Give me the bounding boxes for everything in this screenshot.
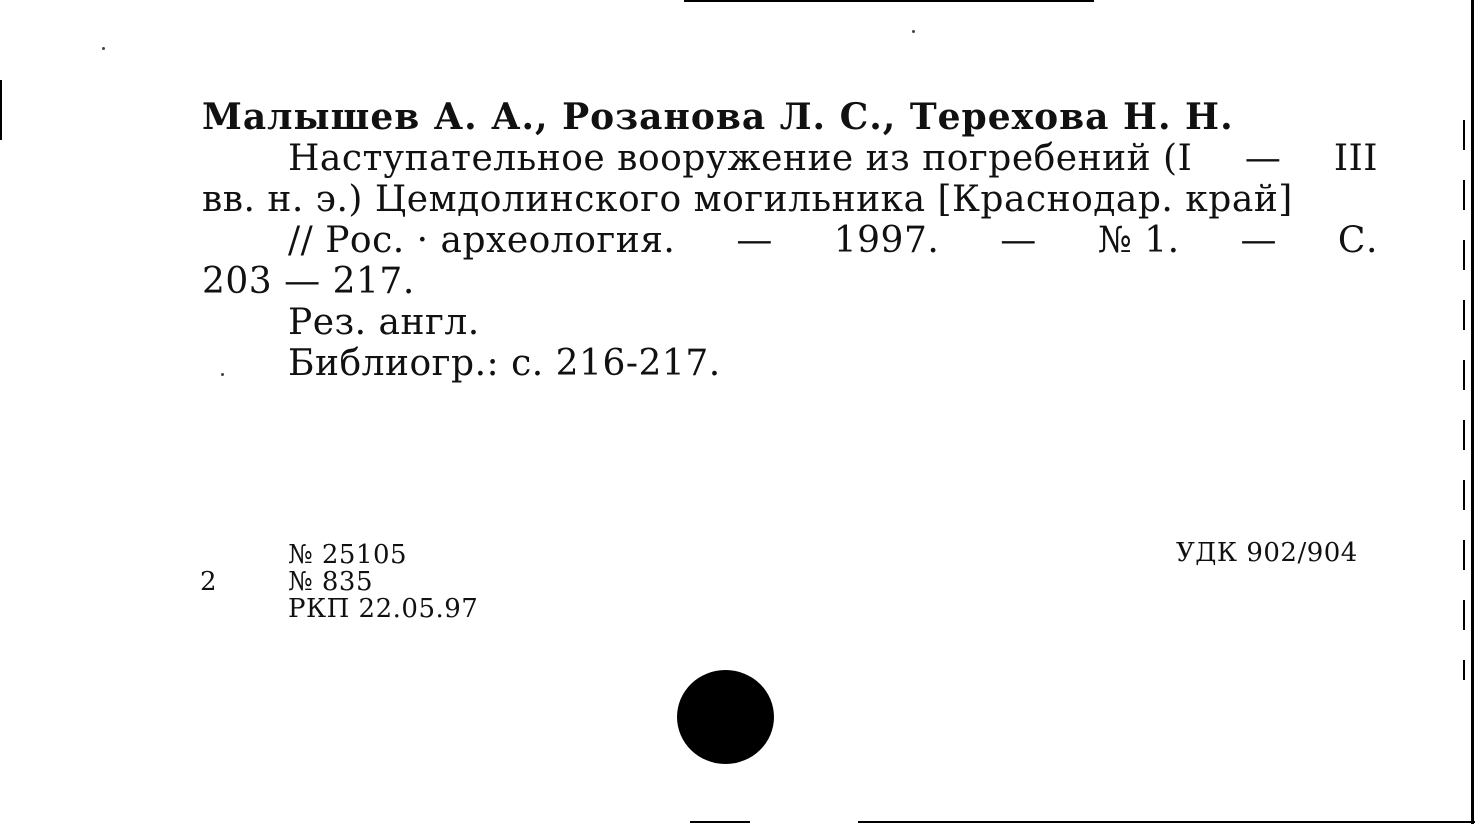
source-line-1 <box>202 220 1378 261</box>
card-edge-left <box>0 80 2 140</box>
registration-number-1: № 25105 <box>288 540 408 570</box>
source-issue: № 1. <box>1097 220 1180 261</box>
paper-speck <box>912 30 915 33</box>
source-pages: 203 — 217. <box>202 261 415 302</box>
paper-speck <box>102 47 105 50</box>
bibliography-note: Библиогр.: с. 216-217. <box>288 343 721 384</box>
card-edge-bottom-right <box>858 821 1475 823</box>
title-line-1-text: Наступательное вооружение из погребений (I <box>288 138 1193 179</box>
punch-hole <box>677 670 774 764</box>
bibliographic-entry <box>202 97 1378 384</box>
rkp-date: РКП 22.05.97 <box>288 594 479 624</box>
copy-number: 2 <box>200 567 217 597</box>
source-separator: — <box>1240 220 1277 261</box>
source-year: 1997. <box>833 220 940 261</box>
card-edge-bottom-left <box>690 821 750 823</box>
title-line-1-end: III <box>1333 138 1378 179</box>
source-pages-label: С. <box>1337 220 1378 261</box>
registration-block <box>288 542 478 623</box>
title-line-1-dash: — <box>1244 138 1282 179</box>
summary-note: Рез. англ. <box>288 302 480 343</box>
source-separator: — <box>1000 220 1037 261</box>
source-separator: — <box>736 220 773 261</box>
card-edge-top <box>684 0 1094 2</box>
udk-code: УДК 902/904 <box>1176 538 1358 568</box>
card-edge-right <box>1471 0 1474 824</box>
authors-heading: Малышев А. А., Розанова Л. С., Терехова Н. Н. <box>202 96 1234 138</box>
card-edge-right-inner <box>1463 120 1465 680</box>
title-line-1 <box>202 138 1378 179</box>
source-journal: // Рос. · археология. <box>288 220 676 261</box>
registration-number-2: № 835 <box>288 567 373 597</box>
title-line-2: вв. н. э.) Цемдолинского могильника [Краснодар. край] <box>202 179 1293 220</box>
